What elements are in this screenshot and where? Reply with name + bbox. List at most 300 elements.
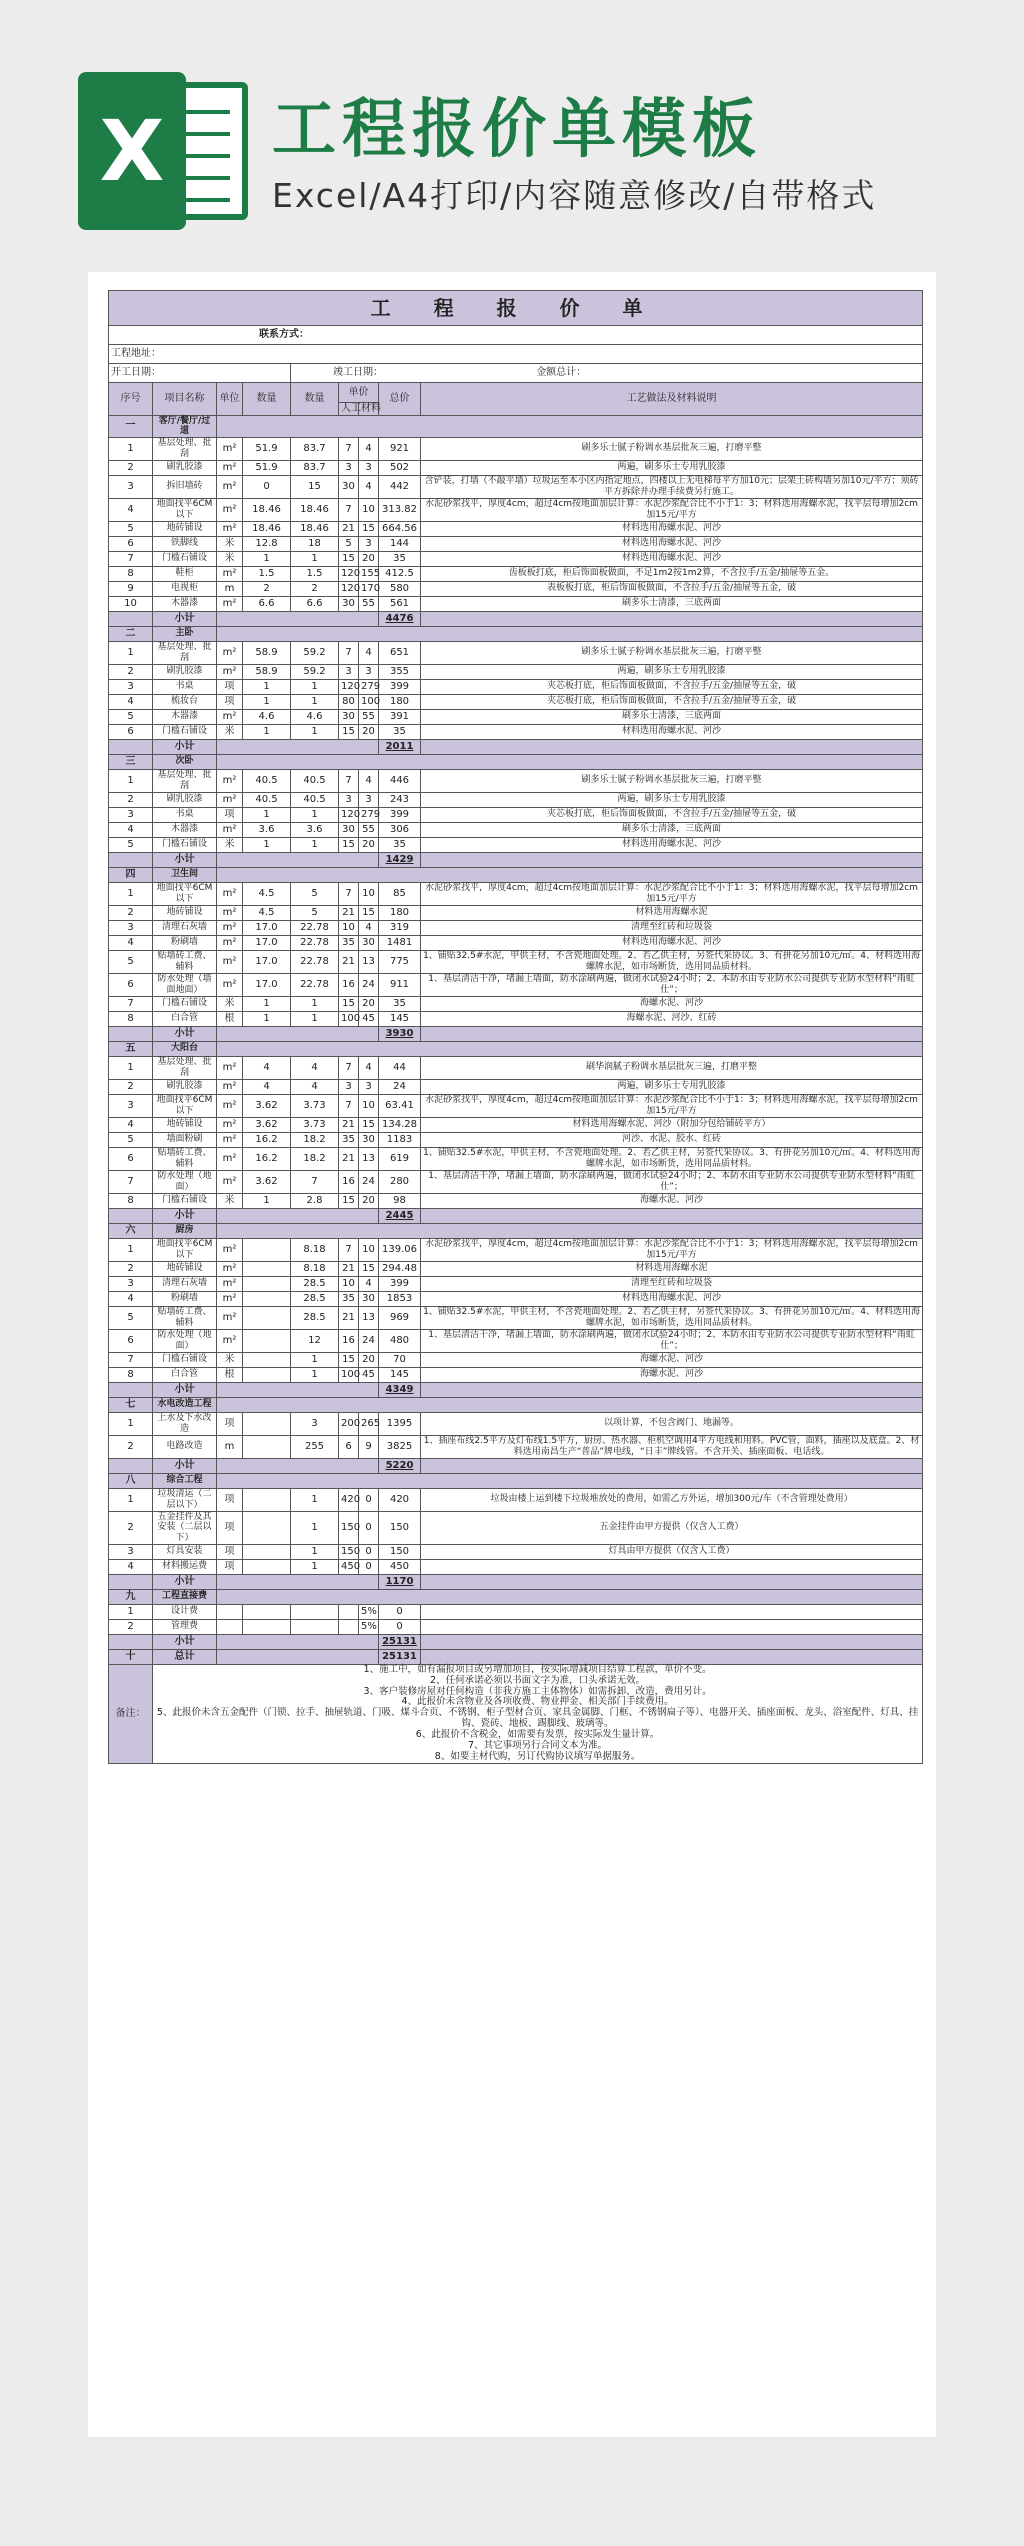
table-row xyxy=(109,1276,923,1291)
table-row xyxy=(109,1011,923,1026)
table-row xyxy=(109,641,923,664)
row-labor: 450 xyxy=(339,1559,359,1574)
row-material: 0 xyxy=(359,1488,379,1511)
section-blank xyxy=(217,1041,923,1056)
row-material: 55 xyxy=(359,709,379,724)
subtotal-blank xyxy=(217,611,379,626)
subtotal-blank xyxy=(421,611,923,626)
row-labor: 7 xyxy=(339,1238,359,1261)
row-material: 15 xyxy=(359,1117,379,1132)
row-qty: 18.46 xyxy=(243,498,291,521)
row-material: 0 xyxy=(359,1511,379,1544)
row-material: 3 xyxy=(359,536,379,551)
row-no: 4 xyxy=(109,1559,153,1574)
row-total: 664.56 xyxy=(379,521,421,536)
row-desc xyxy=(421,1604,923,1619)
row-qty: 1 xyxy=(243,679,291,694)
row-name: 墙面粉刷 xyxy=(153,1132,217,1147)
row-qty: 3.62 xyxy=(243,1170,291,1193)
row-qty2: 1 xyxy=(291,807,339,822)
row-no: 2 xyxy=(109,460,153,475)
row-qty xyxy=(243,1544,291,1559)
section-name: 客厅/餐厅/过道 xyxy=(153,415,217,437)
row-labor: 7 xyxy=(339,882,359,905)
row-qty2 xyxy=(291,1604,339,1619)
table-row xyxy=(109,882,923,905)
row-unit: 根 xyxy=(217,1011,243,1026)
row-name: 木器漆 xyxy=(153,596,217,611)
row-unit: m² xyxy=(217,950,243,973)
section-header xyxy=(109,754,923,769)
row-no: 6 xyxy=(109,1329,153,1352)
row-labor: 100 xyxy=(339,1367,359,1382)
row-material: 20 xyxy=(359,837,379,852)
row-unit: m² xyxy=(217,1238,243,1261)
row-desc: 两遍，刷多乐士专用乳胶漆 xyxy=(421,664,923,679)
row-material: 20 xyxy=(359,996,379,1011)
row-qty xyxy=(243,1291,291,1306)
table-row xyxy=(109,1559,923,1574)
table-row xyxy=(109,460,923,475)
row-no: 4 xyxy=(109,822,153,837)
row-labor: 15 xyxy=(339,996,359,1011)
row-desc: 两遍，刷多乐士专用乳胶漆 xyxy=(421,792,923,807)
row-qty: 58.9 xyxy=(243,664,291,679)
row-total: 294.48 xyxy=(379,1261,421,1276)
subtotal-row xyxy=(109,852,923,867)
row-desc: 1、铺贴32.5#水泥，甲供主材，不含瓷地面处理。2、若乙供主材，另签代采协议。3、有拼花另加10元/㎡。4、材料选用海螺牌水泥，如市场断货，选用同品质材料。 xyxy=(421,1147,923,1170)
row-qty: 4 xyxy=(243,1056,291,1079)
row-qty2: 5 xyxy=(291,905,339,920)
row-material: 0 xyxy=(359,1544,379,1559)
row-name: 粉刷墙 xyxy=(153,1291,217,1306)
row-desc: 两遍，刷多乐士专用乳胶漆 xyxy=(421,1079,923,1094)
row-total: 446 xyxy=(379,769,421,792)
row-total: 1395 xyxy=(379,1412,421,1435)
row-total: 1853 xyxy=(379,1291,421,1306)
row-total: 70 xyxy=(379,1352,421,1367)
row-qty2: 3.73 xyxy=(291,1094,339,1117)
subtotal-blank xyxy=(109,1458,153,1473)
row-no: 4 xyxy=(109,935,153,950)
row-labor: 15 xyxy=(339,1193,359,1208)
row-qty2: 22.78 xyxy=(291,950,339,973)
row-labor: 7 xyxy=(339,769,359,792)
col-header-qty: 数量 xyxy=(243,383,291,416)
row-desc: 材料选用海螺水泥、河沙（附加分包给铺砖平方） xyxy=(421,1117,923,1132)
row-desc: 刷多乐士腻子粉调水基层批灰三遍，打磨平整 xyxy=(421,437,923,460)
row-desc: 材料选用海螺水泥、河沙 xyxy=(421,935,923,950)
row-material: 5% xyxy=(359,1619,379,1634)
row-name: 防水处理（地面） xyxy=(153,1170,217,1193)
row-name: 防水处理（地面） xyxy=(153,1329,217,1352)
row-labor: 35 xyxy=(339,1291,359,1306)
row-qty2: 28.5 xyxy=(291,1276,339,1291)
row-unit xyxy=(217,1619,243,1634)
row-labor: 21 xyxy=(339,905,359,920)
row-desc: 材料选用海螺水泥、河沙 xyxy=(421,521,923,536)
row-total: 651 xyxy=(379,641,421,664)
table-row xyxy=(109,792,923,807)
row-desc: 海螺水泥、河沙 xyxy=(421,1352,923,1367)
row-labor xyxy=(339,1604,359,1619)
row-total: 0 xyxy=(379,1604,421,1619)
row-desc: 1、插座布线2.5平方及灯布线1.5平方，厨房、热水器、柜机空调用4平方电线和用料。PVC管，面料，插座以及底盒。2、材料选用南昌生产“普品”牌电线，“日丰”牌线管。不含开关、插座面板、电话线。 xyxy=(421,1435,923,1458)
row-qty: 0 xyxy=(243,475,291,498)
table-row xyxy=(109,769,923,792)
notes-row xyxy=(109,1664,923,1763)
row-no: 1 xyxy=(109,1238,153,1261)
row-name: 地砖铺设 xyxy=(153,521,217,536)
table-row xyxy=(109,920,923,935)
section-blank xyxy=(217,1397,923,1412)
subtotal-blank xyxy=(109,1026,153,1041)
row-labor: 120 xyxy=(339,807,359,822)
row-total: 180 xyxy=(379,694,421,709)
row-qty2 xyxy=(291,1619,339,1634)
subtotal-value: 2011 xyxy=(379,739,421,754)
row-qty: 17.0 xyxy=(243,935,291,950)
row-unit: m² xyxy=(217,1079,243,1094)
table-row xyxy=(109,679,923,694)
row-name: 基层处理、批刮 xyxy=(153,641,217,664)
row-name: 基层处理、批刮 xyxy=(153,1056,217,1079)
table-row xyxy=(109,664,923,679)
row-no: 6 xyxy=(109,724,153,739)
row-unit: 米 xyxy=(217,996,243,1011)
row-total: 480 xyxy=(379,1329,421,1352)
row-no: 7 xyxy=(109,996,153,1011)
row-no: 3 xyxy=(109,475,153,498)
row-qty2: 83.7 xyxy=(291,460,339,475)
row-material: 5% xyxy=(359,1604,379,1619)
subtotal-blank xyxy=(109,739,153,754)
row-qty2: 1 xyxy=(291,724,339,739)
row-name: 门槛石铺设 xyxy=(153,1193,217,1208)
section-header xyxy=(109,1473,923,1488)
subtotal-blank xyxy=(109,1208,153,1223)
row-total: 420 xyxy=(379,1488,421,1511)
subtotal-blank xyxy=(109,1574,153,1589)
row-labor: 30 xyxy=(339,596,359,611)
row-name: 垃圾清运（二层以下） xyxy=(153,1488,217,1511)
row-labor: 21 xyxy=(339,1117,359,1132)
row-name: 基层处理、批刮 xyxy=(153,769,217,792)
row-unit: m² xyxy=(217,475,243,498)
row-unit: m² xyxy=(217,935,243,950)
subtotal-value: 4476 xyxy=(379,611,421,626)
col-header-desc: 工艺做法及材料说明 xyxy=(421,383,923,416)
subtotal-blank xyxy=(421,1026,923,1041)
row-total: 150 xyxy=(379,1511,421,1544)
row-no: 5 xyxy=(109,1132,153,1147)
row-no: 1 xyxy=(109,437,153,460)
row-total: 619 xyxy=(379,1147,421,1170)
table-row xyxy=(109,498,923,521)
row-unit: 项 xyxy=(217,694,243,709)
row-name: 地砖铺设 xyxy=(153,905,217,920)
row-material: 279 xyxy=(359,679,379,694)
row-material: 13 xyxy=(359,1306,379,1329)
row-qty2: 1 xyxy=(291,1488,339,1511)
table-row xyxy=(109,1147,923,1170)
row-total: 139.06 xyxy=(379,1238,421,1261)
row-unit: m² xyxy=(217,905,243,920)
row-no: 4 xyxy=(109,1291,153,1306)
row-no: 7 xyxy=(109,1352,153,1367)
row-material: 170 xyxy=(359,581,379,596)
row-qty2: 1 xyxy=(291,1367,339,1382)
row-desc: 清理至红砖和垃圾袋 xyxy=(421,920,923,935)
row-no: 2 xyxy=(109,905,153,920)
row-qty2: 1 xyxy=(291,1511,339,1544)
row-material: 20 xyxy=(359,551,379,566)
row-total: 391 xyxy=(379,709,421,724)
table-row xyxy=(109,1329,923,1352)
row-name: 门槛石铺设 xyxy=(153,551,217,566)
row-total: 144 xyxy=(379,536,421,551)
table-row xyxy=(109,1352,923,1367)
row-name: 门槛石铺设 xyxy=(153,724,217,739)
row-desc: 海螺水泥、河沙 xyxy=(421,996,923,1011)
table-row xyxy=(109,1511,923,1544)
row-qty: 1 xyxy=(243,996,291,1011)
row-unit: m² xyxy=(217,973,243,996)
grand-no: 十 xyxy=(109,1649,153,1664)
row-name: 门槛石铺设 xyxy=(153,996,217,1011)
row-labor: 6 xyxy=(339,1435,359,1458)
row-qty: 1 xyxy=(243,551,291,566)
subtotal-blank xyxy=(421,1382,923,1397)
subtotal-row xyxy=(109,1208,923,1223)
row-desc: 材料选用海螺水泥、河沙 xyxy=(421,724,923,739)
row-unit: m² xyxy=(217,664,243,679)
subtotal-blank xyxy=(217,1208,379,1223)
row-no: 2 xyxy=(109,1261,153,1276)
row-qty2: 1 xyxy=(291,837,339,852)
row-desc: 1、基层清洁干净，堵漏上墙面，防水涂刷两遍，做闭水试验24小时；2、本防水由专业防水公司提供专业防水型材料“雨虹仕”； xyxy=(421,1329,923,1352)
row-unit: m² xyxy=(217,521,243,536)
row-qty: 4.6 xyxy=(243,709,291,724)
subtotal-blank xyxy=(217,1634,379,1649)
row-desc: 1、铺贴32.5#水泥，甲供主材，不含瓷地面处理。2、若乙供主材，另签代采协议。3、有拼花另加10元/㎡。4、材料选用海螺牌水泥，如市场断货，选用同品质材料。 xyxy=(421,1306,923,1329)
row-qty2: 18.46 xyxy=(291,521,339,536)
table-row xyxy=(109,950,923,973)
table-row xyxy=(109,536,923,551)
row-qty: 17.0 xyxy=(243,973,291,996)
table-row xyxy=(109,1435,923,1458)
table-row xyxy=(109,1619,923,1634)
row-qty xyxy=(243,1352,291,1367)
row-name: 贴墙砖工费、辅料 xyxy=(153,950,217,973)
row-labor: 15 xyxy=(339,551,359,566)
row-qty2: 22.78 xyxy=(291,920,339,935)
row-qty2: 4 xyxy=(291,1056,339,1079)
row-material: 30 xyxy=(359,935,379,950)
row-name: 门槛石铺设 xyxy=(153,1352,217,1367)
row-material: 55 xyxy=(359,596,379,611)
table-row xyxy=(109,1056,923,1079)
row-name: 刷乳胶漆 xyxy=(153,792,217,807)
table-row xyxy=(109,1079,923,1094)
row-name: 门槛石铺设 xyxy=(153,837,217,852)
section-name: 综合工程 xyxy=(153,1473,217,1488)
subtotal-blank xyxy=(109,852,153,867)
row-labor: 21 xyxy=(339,521,359,536)
row-qty xyxy=(243,1367,291,1382)
section-no: 一 xyxy=(109,415,153,437)
row-name: 铁脚线 xyxy=(153,536,217,551)
table-row xyxy=(109,935,923,950)
row-unit: 项 xyxy=(217,679,243,694)
row-name: 粉刷墙 xyxy=(153,935,217,950)
row-qty: 1.5 xyxy=(243,566,291,581)
row-qty2: 5 xyxy=(291,882,339,905)
section-header xyxy=(109,1589,923,1604)
row-labor: 35 xyxy=(339,1132,359,1147)
row-name: 材料搬运费 xyxy=(153,1559,217,1574)
section-header xyxy=(109,867,923,882)
table-row xyxy=(109,551,923,566)
row-unit: m² xyxy=(217,1329,243,1352)
section-no: 四 xyxy=(109,867,153,882)
row-name: 地面找平6CM以下 xyxy=(153,1238,217,1261)
row-unit: 项 xyxy=(217,1511,243,1544)
row-desc: 材料选用海螺水泥、河沙 xyxy=(421,551,923,566)
row-qty xyxy=(243,1435,291,1458)
row-desc: 刷多乐士清漆，三底两面 xyxy=(421,596,923,611)
row-labor: 16 xyxy=(339,1329,359,1352)
row-desc: 1、铺贴32.5#水泥，甲供主材，不含瓷地面处理。2、若乙供主材，另签代采协议。3、有拼花另加10元/㎡。4、材料选用海螺牌水泥，如市场断货，选用同品质材料。 xyxy=(421,950,923,973)
row-qty2: 40.5 xyxy=(291,792,339,807)
row-total: 313.82 xyxy=(379,498,421,521)
row-qty2: 28.5 xyxy=(291,1291,339,1306)
section-blank xyxy=(217,415,923,437)
row-total: 35 xyxy=(379,837,421,852)
subtotal-blank xyxy=(421,1458,923,1473)
row-unit: m² xyxy=(217,822,243,837)
row-material: 20 xyxy=(359,724,379,739)
section-no: 八 xyxy=(109,1473,153,1488)
row-labor: 21 xyxy=(339,1261,359,1276)
row-total: 502 xyxy=(379,460,421,475)
row-no: 1 xyxy=(109,1412,153,1435)
row-name: 地面找平6CM以下 xyxy=(153,882,217,905)
row-unit: 根 xyxy=(217,1367,243,1382)
row-qty2: 12 xyxy=(291,1329,339,1352)
row-name: 鞋柜 xyxy=(153,566,217,581)
subtotal-label: 小计 xyxy=(153,1634,217,1649)
row-desc: 刷多乐士腻子粉调水基层批灰三遍，打磨平整 xyxy=(421,641,923,664)
table-row xyxy=(109,694,923,709)
row-unit: m xyxy=(217,581,243,596)
row-desc: 水泥砂浆找平，厚度4cm，超过4cm按地面加层计算：水泥沙浆配合比不小于1：3；材料选用海螺水泥，找平层每增加2cm加15元/平方 xyxy=(421,1238,923,1261)
row-labor: 10 xyxy=(339,1276,359,1291)
row-qty: 4 xyxy=(243,1079,291,1094)
row-qty: 16.2 xyxy=(243,1147,291,1170)
row-qty2: 6.6 xyxy=(291,596,339,611)
row-total: 306 xyxy=(379,822,421,837)
template-banner xyxy=(0,0,1024,255)
row-unit: 项 xyxy=(217,1412,243,1435)
row-total: 85 xyxy=(379,882,421,905)
row-total: 180 xyxy=(379,905,421,920)
row-qty: 6.6 xyxy=(243,596,291,611)
row-no: 2 xyxy=(109,664,153,679)
row-unit: 米 xyxy=(217,724,243,739)
row-qty2: 3.6 xyxy=(291,822,339,837)
row-labor: 10 xyxy=(339,920,359,935)
row-name: 刷乳胶漆 xyxy=(153,664,217,679)
section-no: 七 xyxy=(109,1397,153,1412)
row-name: 防水处理（墙面地面） xyxy=(153,973,217,996)
row-material: 3 xyxy=(359,792,379,807)
table-row xyxy=(109,437,923,460)
subtotal-label: 小计 xyxy=(153,611,217,626)
col-header-unit: 单位 xyxy=(217,383,243,416)
row-unit: m xyxy=(217,1435,243,1458)
row-qty: 3.62 xyxy=(243,1117,291,1132)
col-header-material: 材料 xyxy=(359,403,379,416)
table-row xyxy=(109,581,923,596)
row-material: 0 xyxy=(359,1559,379,1574)
row-name: 电路改造 xyxy=(153,1435,217,1458)
table-row xyxy=(109,475,923,498)
row-total: 450 xyxy=(379,1559,421,1574)
row-qty2: 1 xyxy=(291,1544,339,1559)
row-material: 24 xyxy=(359,1170,379,1193)
row-qty2: 59.2 xyxy=(291,664,339,679)
row-name: 五金挂件及其安装（二层以下） xyxy=(153,1511,217,1544)
row-labor: 150 xyxy=(339,1511,359,1544)
subtotal-blank xyxy=(421,1574,923,1589)
row-qty2: 15 xyxy=(291,475,339,498)
row-desc: 1、基层清洁干净，堵漏上墙面，防水涂刷两遍，做闭水试验24小时；2、本防水由专业防水公司提供专业防水型材料“雨虹仕”； xyxy=(421,973,923,996)
row-name: 基层处理、批刮 xyxy=(153,437,217,460)
row-total: 134.28 xyxy=(379,1117,421,1132)
section-name: 厨房 xyxy=(153,1223,217,1238)
note-line: 1、施工中，如有漏报项目或另增加项目，按实际增减项目结算工程款，单价不变。 xyxy=(363,1663,712,1675)
row-qty2: 255 xyxy=(291,1435,339,1458)
row-labor: 7 xyxy=(339,1056,359,1079)
row-qty: 58.9 xyxy=(243,641,291,664)
row-desc xyxy=(421,1619,923,1634)
row-total: 243 xyxy=(379,792,421,807)
row-qty2: 2 xyxy=(291,581,339,596)
row-name: 木器漆 xyxy=(153,709,217,724)
subtotal-blank xyxy=(217,1382,379,1397)
subtotal-row xyxy=(109,739,923,754)
subtotal-label: 小计 xyxy=(153,739,217,754)
row-unit: m² xyxy=(217,641,243,664)
row-no: 3 xyxy=(109,1276,153,1291)
row-total: 24 xyxy=(379,1079,421,1094)
grand-value: 25131 xyxy=(379,1649,421,1664)
row-material: 10 xyxy=(359,498,379,521)
row-material: 4 xyxy=(359,920,379,935)
row-no: 1 xyxy=(109,1604,153,1619)
row-no: 5 xyxy=(109,950,153,973)
table-row xyxy=(109,724,923,739)
table-row xyxy=(109,1193,923,1208)
col-header-labor: 人工 xyxy=(339,403,359,416)
note-line: 8、如要主材代购，另订代购协议填写单据服务。 xyxy=(434,1751,641,1763)
subtotal-blank xyxy=(421,739,923,754)
row-name: 电视柜 xyxy=(153,581,217,596)
row-total: 399 xyxy=(379,807,421,822)
row-desc: 材料选用海螺水泥、河沙 xyxy=(421,536,923,551)
row-labor: 15 xyxy=(339,1352,359,1367)
